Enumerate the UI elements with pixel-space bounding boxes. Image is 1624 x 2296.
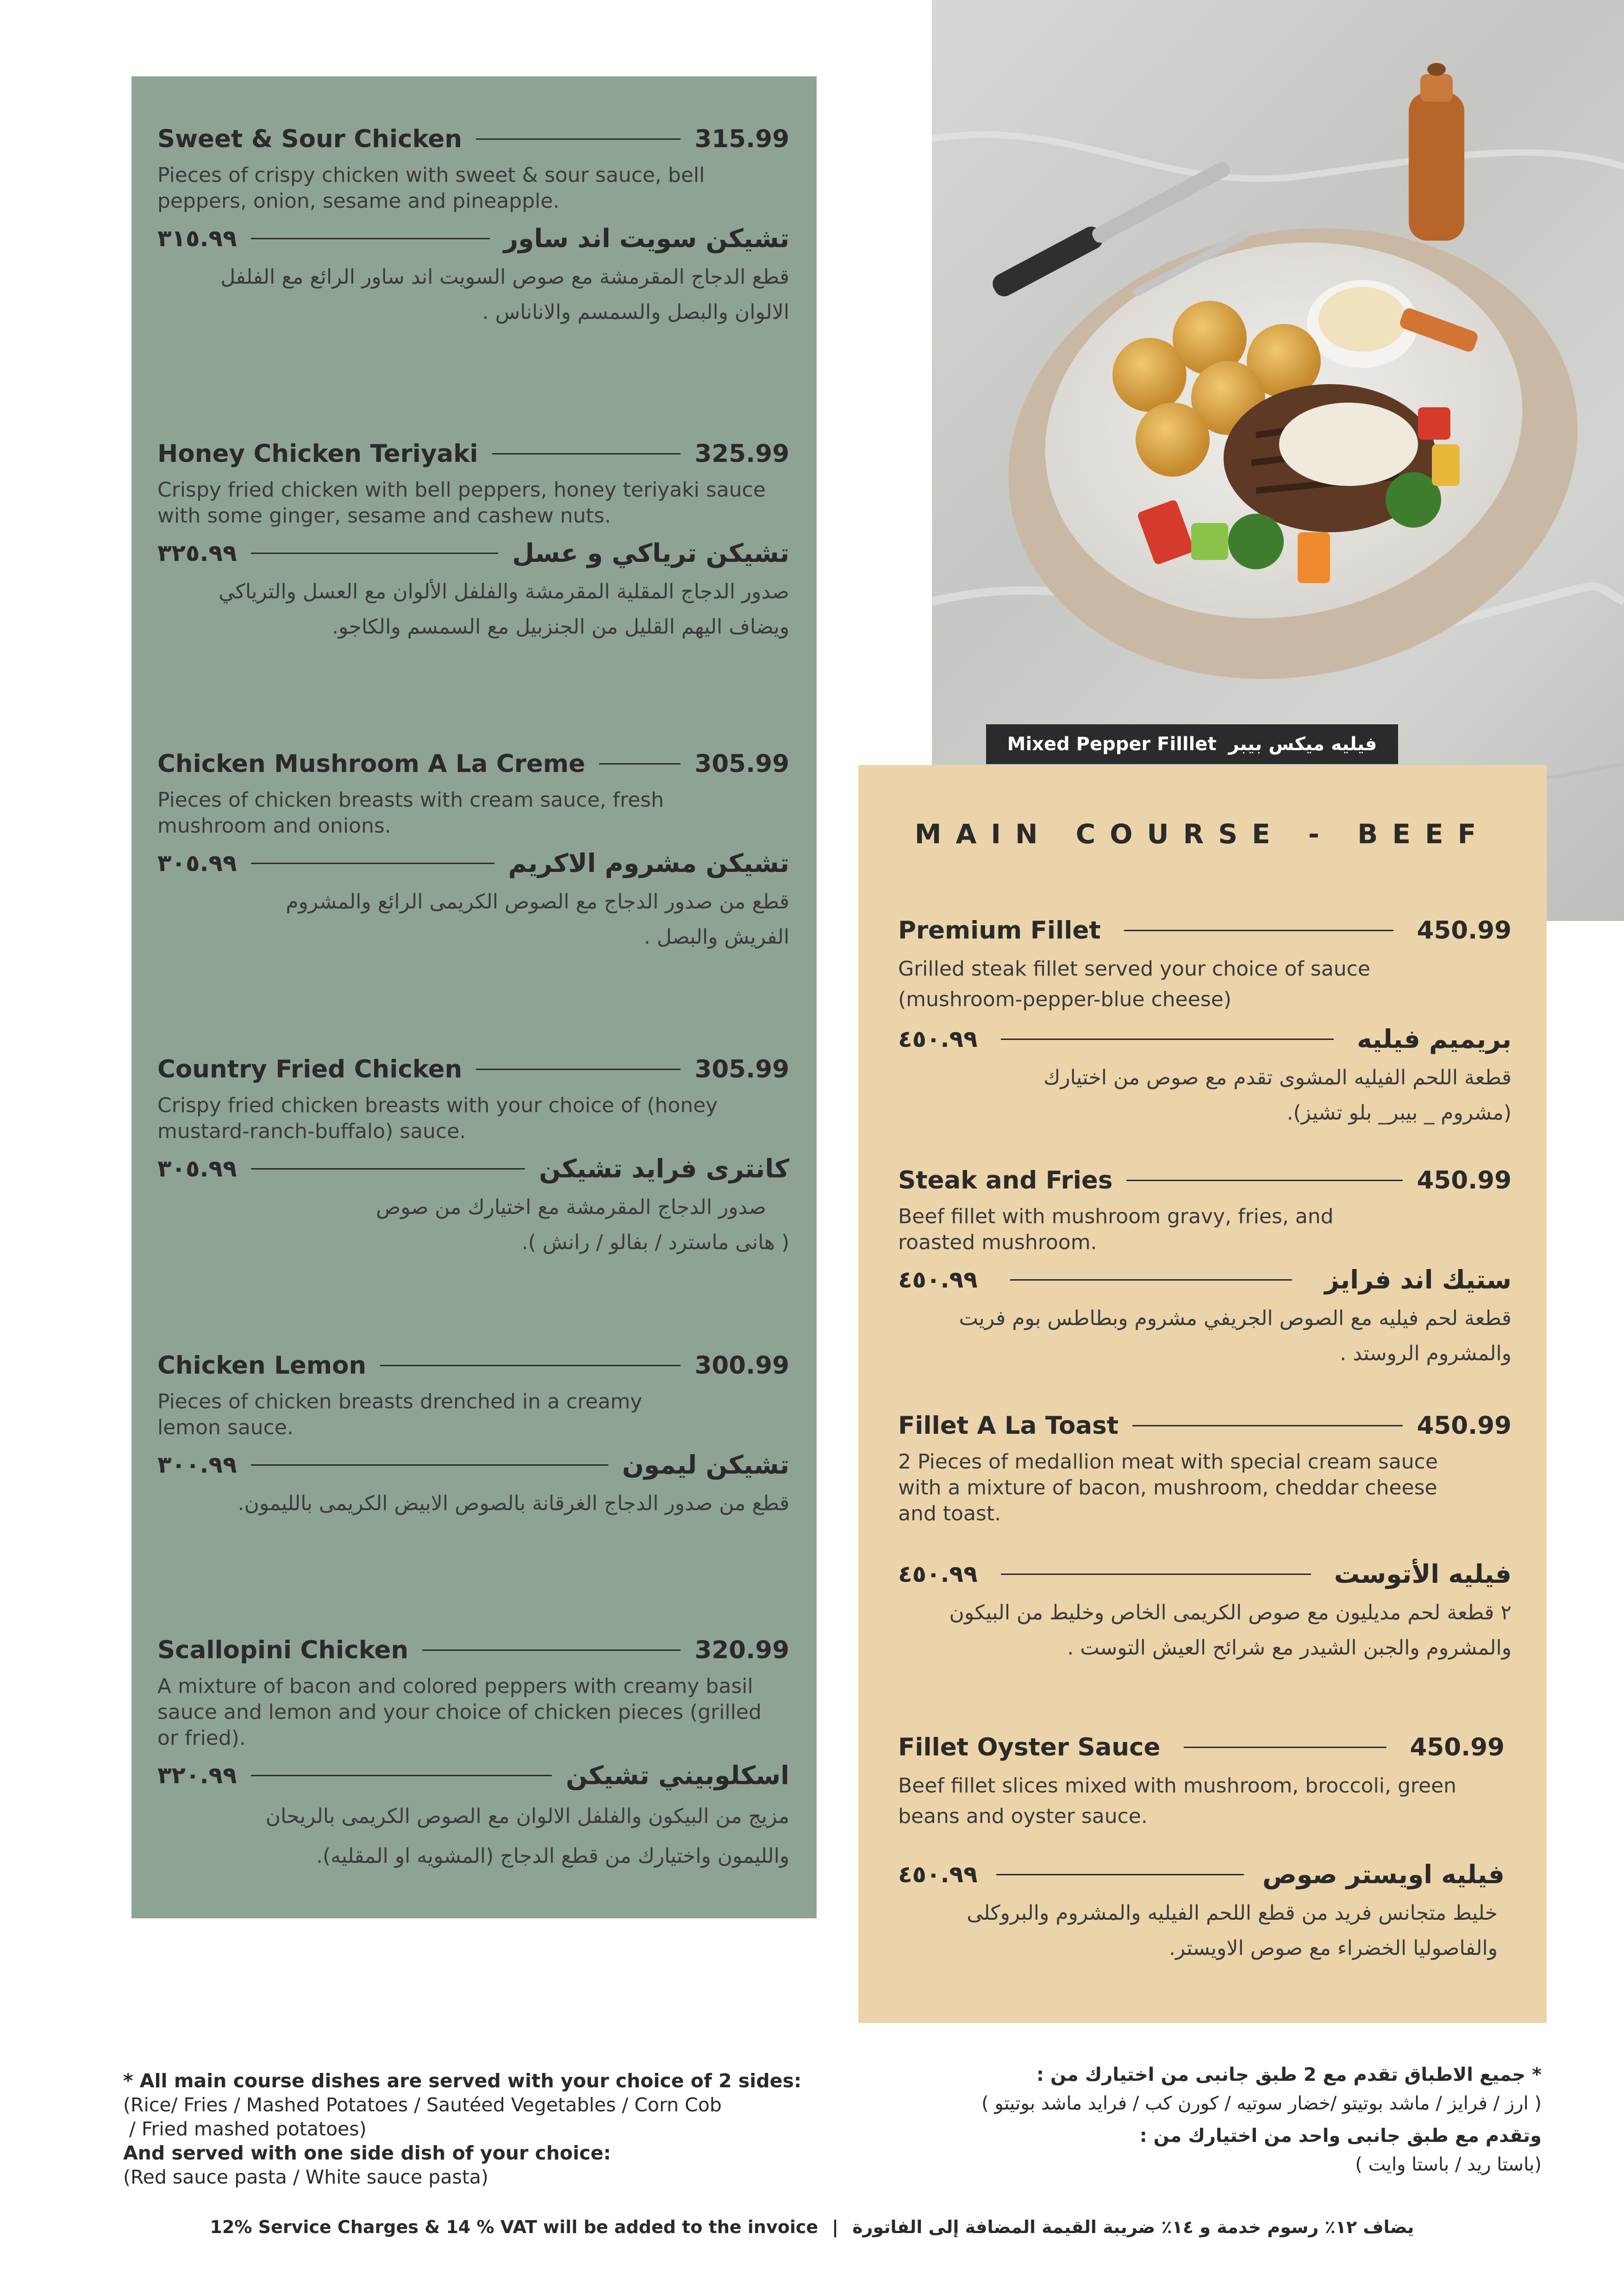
sides-note-line: / Fried mashed potatoes) [123,2118,367,2140]
item-description-ar [898,1896,1505,1966]
sides-note-ar [880,2062,1542,2180]
ar-desc-line: قطع من صدور الدجاج الغرقانة بالصوص الابيض الكريمى بالليمون. [237,1492,789,1515]
item-price-ar: ٣٠٠.٩٩ [157,1451,237,1478]
item-description-ar [157,260,789,330]
photo-caption [986,724,1398,764]
service-charge-note [0,2217,1624,2237]
leader-line [476,1069,681,1070]
ar-desc-line: قطع الدجاج المقرمشة مع صوص السويت اند ساور الرائع مع الفلفل [220,265,789,289]
ar-desc-line: ٢ قطعة لحم مديليون مع صوص الكريمى الخاص وخليط من البيكون [949,1601,1512,1624]
menu-item-steak-and-fries [898,1166,1512,1371]
item-name-ar: ستيك اند فرايز [1324,1265,1512,1294]
item-price-ar: ٣٠٥.٩٩ [157,1155,237,1182]
item-price: 300.99 [694,1351,789,1380]
item-name: Premium Fillet [898,916,1101,945]
item-description: Crispy fried chicken with bell peppers, honey teriyaki sauce with some ginger, sesame and cashew nuts. [157,478,766,528]
item-name: Steak and Fries [898,1166,1113,1195]
sides-note-line: (Red sauce pasta / White sauce pasta) [123,2166,489,2188]
ar-desc-line: ( هانى ماسترد / بفالو / رانش ). [521,1231,789,1254]
photo-caption-ar: فيليه ميكس بيبر [1228,734,1377,755]
item-name: Scallopini Chicken [157,1636,409,1664]
leader-line [1126,1180,1403,1181]
item-name: Fillet Oyster Sauce [898,1733,1161,1761]
leader-line [251,863,494,864]
item-price: 325.99 [694,440,789,468]
ar-desc-line: ويضاف اليهم القليل من الجنزبيل مع السمسم والكاجو. [332,615,789,639]
item-name-ar: اسكلوبيني تشيكن [566,1761,789,1790]
item-name: Honey Chicken Teriyaki [157,440,478,468]
item-name-ar: فيليه اويستر صوص [1262,1860,1505,1889]
ar-desc-line: صدور الدجاج المقلية المقرمشة والفلفل الألوان مع العسل والترياكي [219,580,789,604]
item-price-ar: ٣١٥.٩٩ [157,225,237,252]
item-description: Beef fillet with mushroom gravy, fries, and roasted mushroom. [898,1205,1334,1254]
ar-desc-line: مزيج من البيكون والفلفل الالوان مع الصوص الكريمى بالريحان [265,1804,789,1828]
sides-note-line: ( ارز / فرايز / ماشد بوتيتو /خضار سوتيه / كورن كب / فرايد ماشد بوتيتو ) [981,2093,1542,2114]
menu-item-honey-chicken-teriyaki [157,440,789,645]
item-price: 305.99 [694,1055,789,1083]
item-description: Pieces of chicken breasts drenched in a creamy lemon sauce. [157,1390,643,1439]
leader-line [1184,1747,1387,1748]
item-description-ar [898,1301,1512,1371]
leader-line [251,1464,608,1466]
item-description: 2 Pieces of medallion meat with special cream sauce with a mixture of bacon, mushroom, cheddar cheese and toast. [898,1450,1438,1525]
sides-note-line: (باستا ريد / باستا وايت ) [1355,2154,1542,2175]
item-price-ar: ٣٢٥.٩٩ [157,540,237,566]
item-name: Chicken Lemon [157,1351,367,1380]
menu-item-chicken-mushroom [157,750,789,955]
leader-line [492,453,681,454]
item-description-ar [157,1190,789,1260]
sides-note-en [123,2069,808,2189]
leader-line [1124,930,1394,931]
item-price: 315.99 [694,125,789,153]
menu-item-chicken-lemon [157,1351,789,1521]
section-title: MAIN COURSE - BEEF [914,818,1491,850]
ar-desc-line: (مشروم _ بيبر_ بلو تشيز). [1287,1101,1512,1125]
sides-note-line: And served with one side dish of your choice: [123,2142,611,2164]
item-price: 450.99 [1417,916,1512,945]
item-name-ar: تشيكن ليمون [622,1450,789,1480]
leader-line [422,1649,681,1651]
leader-line [251,553,499,554]
item-description: Beef fillet slices mixed with mushroom, broccoli, green beans and oyster sauce. [898,1774,1457,1828]
item-price-ar: ٤٥٠.٩٩ [898,1026,978,1052]
item-name-ar: تشيكن مشروم الاكريم [508,848,789,878]
sides-note-line: (Rice/ Fries / Mashed Potatoes / Sautéed Vegetables / Corn Cob [123,2094,722,2116]
service-charge-ar: يضاف ١٢٪ رسوم خدمة و ١٤٪ ضريبة القيمة المضافة إلى الفاتورة [852,2217,1414,2237]
leader-line [996,1874,1244,1875]
leader-line [251,1775,552,1776]
ar-desc-line: الالوان والبصل والسمسم والاناناس . [482,300,789,324]
leader-line [1001,1574,1311,1575]
item-description: Crispy fried chicken breasts with your choice of (honey mustard-ranch-buffalo) sauce. [157,1094,718,1143]
item-description: Pieces of crispy chicken with sweet & sour sauce, bell peppers, onion, sesame and pineapple. [157,163,705,213]
item-name-ar: تشيكن ترياكي و عسل [512,538,789,568]
item-price: 320.99 [694,1636,789,1664]
item-description: Pieces of chicken breasts with cream sauce, fresh mushroom and onions. [157,788,664,838]
menu-item-premium-fillet [898,916,1512,1131]
menu-item-scallopini-chicken [157,1636,789,1876]
item-name: Sweet & Sour Chicken [157,125,462,153]
item-description-ar [898,1060,1512,1131]
menu-item-sweet-sour-chicken [157,125,789,330]
menu-item-country-fried-chicken [157,1055,789,1260]
item-name-ar: بريميم فيليه [1357,1024,1512,1054]
item-description-ar [157,884,789,955]
ar-desc-line: قطع من صدور الدجاج مع الصوص الكريمى الرائع والمشروم [286,890,789,914]
item-name: Chicken Mushroom A La Creme [157,750,586,778]
sides-note-line: * All main course dishes are served with your choice of 2 sides: [123,2070,802,2092]
sides-note-line: * جميع الاطباق تقدم مع 2 طبق جانبى من اختيارك من : [1037,2064,1542,2085]
menu-item-fillet-a-la-toast [898,1412,1512,1666]
leader-line [476,138,681,140]
item-price: 450.99 [1417,1412,1512,1440]
leader-line [1001,1039,1334,1040]
item-name: Fillet A La Toast [898,1412,1119,1440]
leader-line [251,238,490,239]
item-price-ar: ٤٥٠.٩٩ [898,1266,978,1293]
leader-line [1010,1279,1293,1281]
ar-desc-line: والفاصوليا الخضراء مع صوص الاويستر. [1169,1936,1498,1960]
item-name: Country Fried Chicken [157,1055,462,1083]
service-charge-en: 12% Service Charges & 14 % VAT will be added to the invoice [210,2217,818,2237]
ar-desc-line: الفريش والبصل . [643,925,789,949]
item-name-ar: كانترى فرايد تشيكن [539,1154,789,1183]
leader-line [599,763,681,765]
service-charge-separator: | [832,2217,839,2237]
item-price: 450.99 [1410,1733,1505,1761]
item-name-ar: تشيكن سويت اند ساور [503,224,789,253]
sides-note-line: وتقدم مع طبق جانبى واحد من اختيارك من : [1139,2125,1542,2147]
menu-item-fillet-oyster-sauce [898,1733,1505,1966]
leader-line [1132,1425,1403,1426]
item-description: A mixture of bacon and colored peppers with creamy basil sauce and lemon and your choice of chicken pieces (grilled or fried). [157,1674,762,1750]
photo-caption-en: Mixed Pepper Filllet [1007,734,1217,755]
item-description-ar [157,574,789,645]
item-description-ar [157,1797,789,1876]
item-price: 450.99 [1417,1166,1512,1195]
ar-desc-line: صدور الدجاج المقرمشة مع اختيارك من صوص [376,1195,766,1219]
item-price-ar: ٤٥٠.٩٩ [898,1861,978,1888]
ar-desc-line: قطعة لحم فيليه مع الصوص الجريفي مشروم وبطاطس بوم فريت [959,1307,1512,1330]
item-description: Grilled steak fillet served your choice of sauce (mushroom-pepper-blue cheese) [898,957,1370,1011]
ar-desc-line: والمشروم والجبن الشيدر مع شرائح العيش التوست . [1067,1636,1512,1660]
ar-desc-line: قطعة اللحم الفيليه المشوى تقدم مع صوص من اختيارك [1043,1066,1512,1089]
ar-desc-line: خليط متجانس فريد من قطع اللحم الفيليه والمشروم والبروكلى [967,1901,1498,1925]
leader-line [251,1168,525,1170]
item-description-ar [898,1595,1512,1666]
item-description-ar [157,1486,789,1521]
ar-desc-line: والليمون واختيارك من قطع الدجاج (المشويه او المقليه). [316,1844,789,1868]
item-name-ar: فيليه الأتوست [1334,1559,1512,1589]
item-price-ar: ٣٠٥.٩٩ [157,850,237,877]
item-price: 305.99 [694,750,789,778]
leader-line [380,1365,681,1366]
ar-desc-line: والمشروم الروستد . [1340,1342,1512,1365]
item-price-ar: ٤٥٠.٩٩ [898,1561,978,1587]
item-price-ar: ٣٢٠.٩٩ [157,1762,237,1789]
